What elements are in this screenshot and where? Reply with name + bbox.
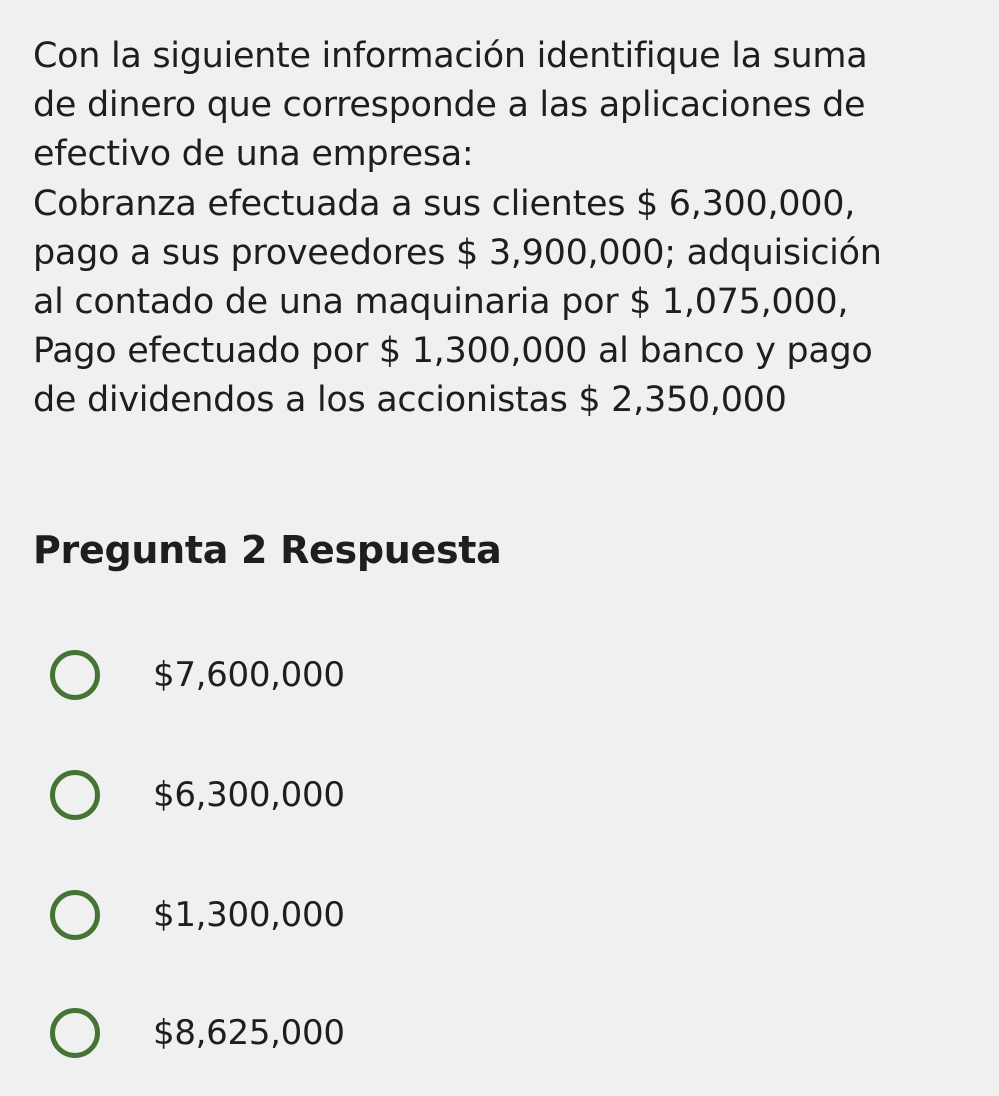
answer-option-2[interactable] bbox=[50, 765, 650, 825]
question-text bbox=[33, 32, 978, 426]
question-line: efectivo de una empresa: bbox=[33, 134, 474, 175]
answer-heading: Pregunta 2 Respuesta bbox=[33, 528, 502, 572]
answer-option-3[interactable] bbox=[50, 885, 650, 945]
answer-option-4[interactable] bbox=[50, 1003, 650, 1063]
question-line: pago a sus proveedores $ 3,900,000; adquisición bbox=[33, 232, 882, 273]
answer-option-label: $8,625,000 bbox=[153, 1013, 345, 1053]
radio-button-1[interactable] bbox=[50, 650, 100, 700]
answer-option-label: $6,300,000 bbox=[153, 775, 345, 815]
question-line: Pago efectuado por $ 1,300,000 al banco y pago bbox=[33, 331, 873, 372]
answer-option-label: $7,600,000 bbox=[153, 655, 345, 695]
question-line: de dinero que corresponde a las aplicaciones de bbox=[33, 85, 866, 126]
question-line: de dividendos a los accionistas $ 2,350,000 bbox=[33, 380, 787, 421]
question-line: Cobranza efectuada a sus clientes $ 6,300,000, bbox=[33, 183, 856, 224]
question-line: Con la siguiente información identifique la suma bbox=[33, 36, 868, 76]
radio-button-4[interactable] bbox=[50, 1008, 100, 1058]
radio-button-2[interactable] bbox=[50, 770, 100, 820]
radio-button-3[interactable] bbox=[50, 890, 100, 940]
answer-option-1[interactable] bbox=[50, 645, 650, 705]
answer-option-label: $1,300,000 bbox=[153, 895, 345, 935]
question-line: al contado de una maquinaria por $ 1,075,000, bbox=[33, 282, 849, 323]
